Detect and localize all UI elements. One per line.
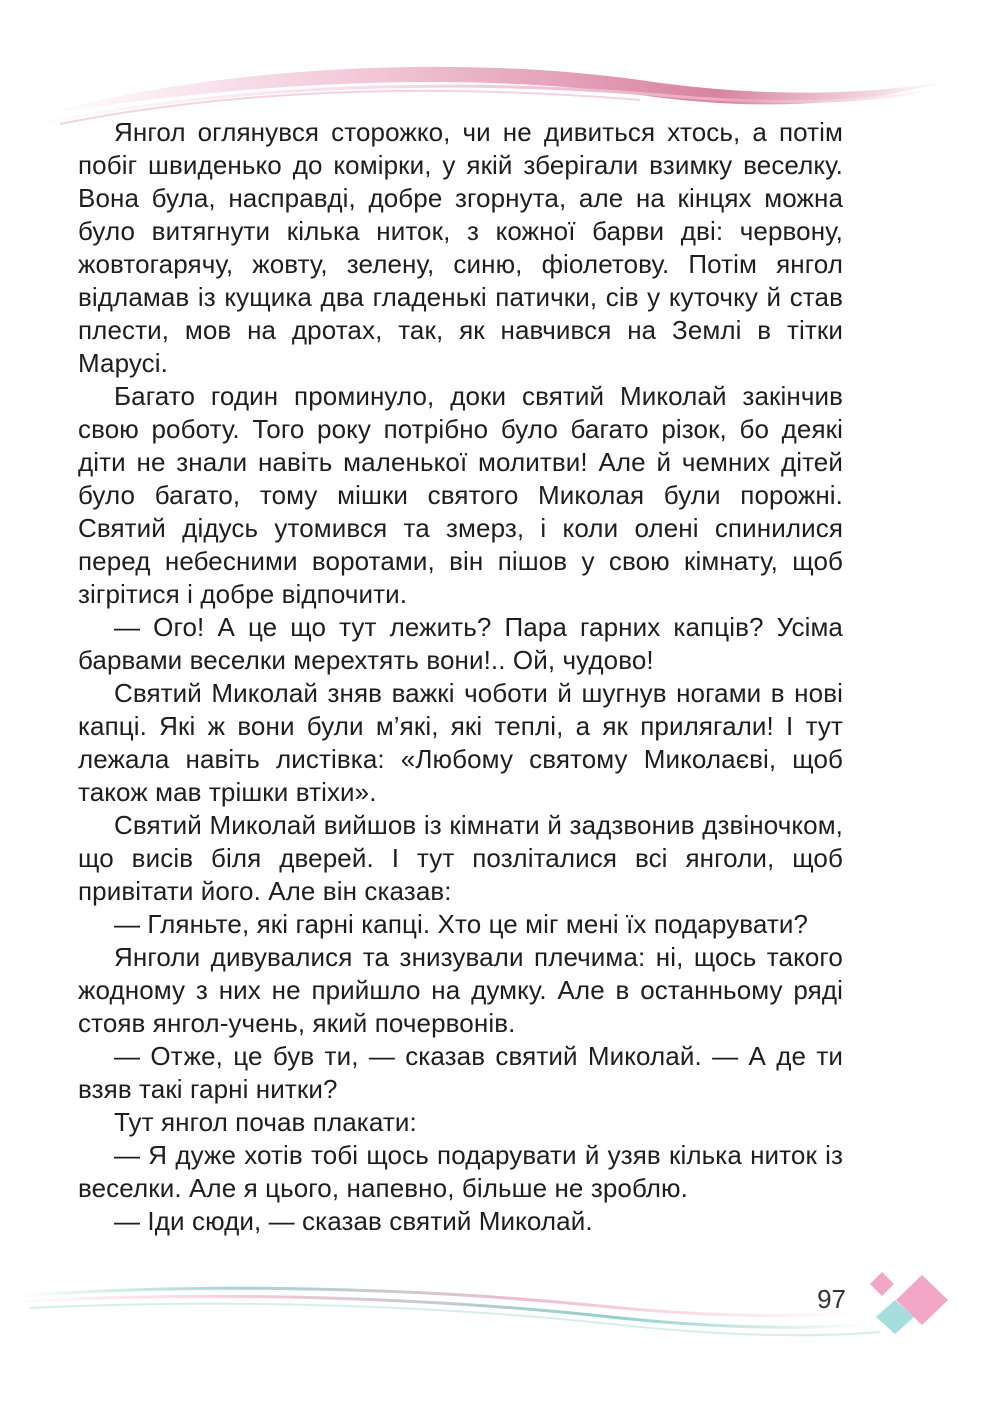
paragraph: — Іди сюди, — сказав святий Миколай.	[114, 1206, 593, 1236]
diamond-ornament-icon	[862, 1262, 952, 1342]
paragraph: Янголи дивувалися та знизували плечима: ні, щось такого жодному з них не прийшло на думку. Але в останньому ряді стояв янгол-учень, який почервонів.	[78, 942, 843, 1038]
paragraph: Святий Миколай вийшов із кімнати й задзвонив дзвіночком, що висів біля дверей. І тут позліталися всі янголи, щоб привітати його. Але він сказав:	[78, 810, 843, 906]
paragraph: — Я дуже хотів тобі щось подарувати й узяв кілька ниток із веселки. Але я цього, напевно, більше не зроблю.	[78, 1140, 843, 1203]
story-text	[78, 116, 843, 1238]
paragraph: Тут янгол почав плакати:	[114, 1107, 417, 1137]
page-number: 97	[817, 1284, 846, 1314]
paragraph: Янгол оглянувся сторожко, чи не дивиться хтось, а потім побіг швиденько до комірки, у якій зберігали взимку веселку. Вона була, насправді, добре згорнута, але на кінцях можна було витягнути кілька ниток, з кожної барви дві: червону, жовтогарячу, жовту, зелену, синю, фіолетову. Потім янгол відламав із кущика два гладенькі патички, сів у куточку й став плести, мов на дротах, так, як навчився на Землі в тітки Марусі.	[78, 117, 843, 378]
paragraph: Святий Миколай зняв важкі чоботи й шугнув ногами в нові капці. Які ж вони були м’які, які теплі, а як прилягали! І тут лежала навіть листівка: «Любому святому Миколаєві, щоб також мав трішки втіхи».	[78, 678, 843, 807]
paragraph: — Ого! А це що тут лежить? Пара гарних капців? Усіма барвами веселки мерехтять вони!.. Ой, чудово!	[78, 612, 843, 675]
paragraph: Багато годин проминуло, доки святий Миколай закінчив свою роботу. Того року потрібно було багато різок, бо деякі діти не знали навіть маленької молитви! Але й чемних дітей було багато, тому мішки святого Миколая були порожні. Святий дідусь утомився та змерз, і коли олені спинилися перед небесними воротами, він пішов у свою кімнату, щоб зігрітися і добре відпочити.	[78, 381, 843, 609]
paragraph: — Гляньте, які гарні капці. Хто це міг мені їх подарувати?	[114, 909, 809, 939]
paragraph: — Отже, це був ти, — сказав святий Миколай. — А де ти взяв такі гарні нитки?	[78, 1041, 843, 1104]
